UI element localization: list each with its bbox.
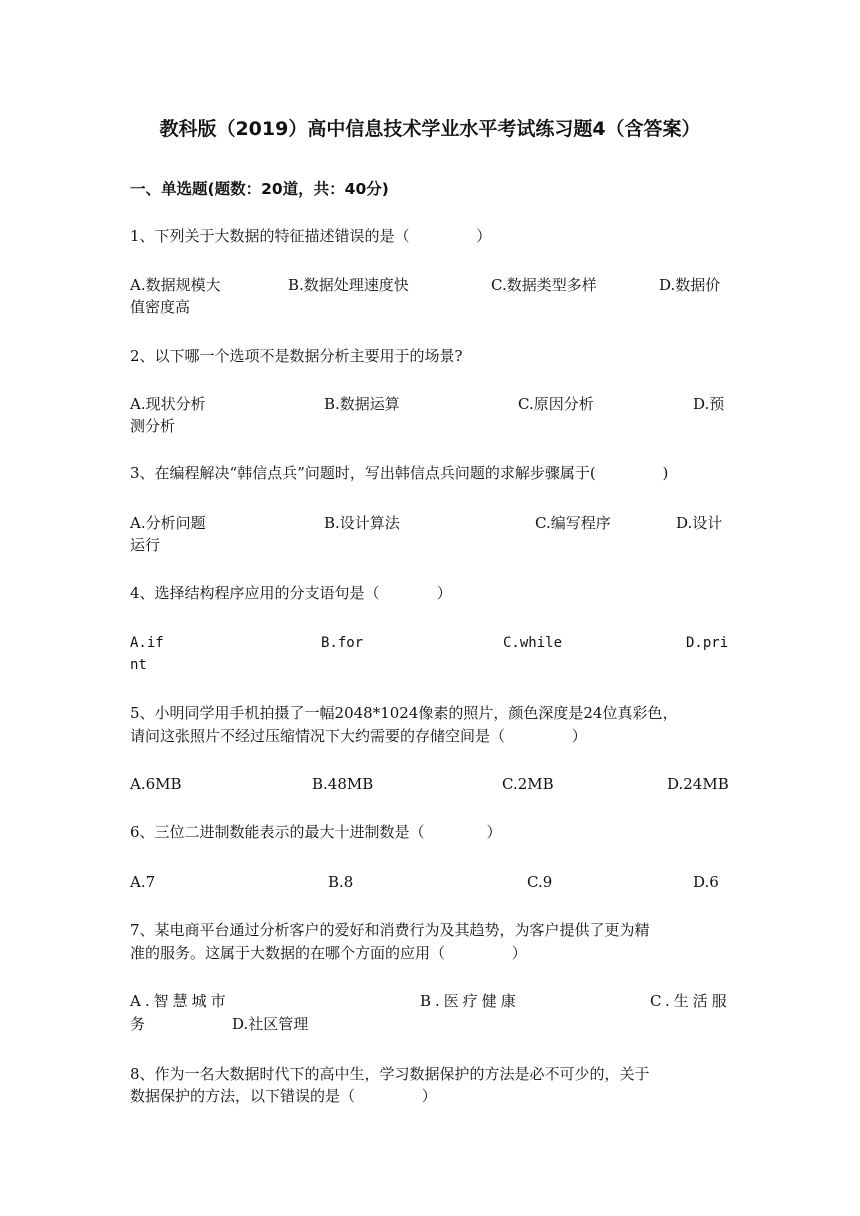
question-2-option-d-cont: 测分析 <box>130 417 176 435</box>
question-6-stem: 6、三位二进制数能表示的最大十进制数是（ ） <box>130 823 502 841</box>
question-6-option-a: A.7 <box>130 873 156 891</box>
question-4-option-d-cont: nt <box>130 657 147 673</box>
question-3-option-c: C.编写程序 <box>535 514 611 532</box>
section-heading: 一、单选题(题数：20道，共：40分) <box>130 180 389 198</box>
question-7-option-c: C.生活服 <box>650 992 731 1010</box>
question-5-option-a: A.6MB <box>130 775 182 793</box>
question-3-option-b: B.设计算法 <box>324 514 400 532</box>
question-6-option-c: C.9 <box>527 873 553 891</box>
question-2-option-b: B.数据运算 <box>324 395 400 413</box>
question-4-option-a: A.if <box>130 635 164 651</box>
question-7-stem-line-1: 7、某电商平台通过分析客户的爱好和消费行为及其趋势，为客户提供了更为精 <box>130 921 650 939</box>
question-7-option-b: B.医疗健康 <box>420 992 520 1010</box>
question-1-option-a: A.数据规模大 <box>130 276 221 294</box>
question-2-option-c: C.原因分析 <box>518 395 594 413</box>
question-4-option-c: C.while <box>503 635 563 651</box>
question-1-option-c: C.数据类型多样 <box>491 276 597 294</box>
question-2-option-a: A.现状分析 <box>130 395 206 413</box>
question-3-option-a: A.分析问题 <box>130 514 206 532</box>
document-title: 教科版（2019）高中信息技术学业水平考试练习题4（含答案） <box>159 118 701 140</box>
question-3-option-d-cont: 运行 <box>130 536 161 554</box>
question-2-stem: 2、以下哪一个选项不是数据分析主要用于的场景? <box>130 347 463 365</box>
question-5-option-d: D.24MB <box>667 775 729 793</box>
question-4-stem: 4、选择结构程序应用的分支语句是（ ） <box>130 584 452 602</box>
question-4-option-b: B.for <box>321 635 364 651</box>
question-3-option-d: D.设计 <box>676 514 723 532</box>
question-6-option-d: D.6 <box>693 873 719 891</box>
question-8-stem-line-2: 数据保护的方法，以下错误的是（ ） <box>130 1087 437 1105</box>
question-7-option-c-cont: 务 <box>130 1015 146 1033</box>
question-2-option-d: D.预 <box>693 395 725 413</box>
question-7-option-d: D.社区管理 <box>232 1015 309 1033</box>
question-5-stem-line-2: 请问这张照片不经过压缩情况下大约需要的存储空间是（ ） <box>130 727 587 745</box>
question-5-option-b: B.48MB <box>312 775 374 793</box>
question-3-stem: 3、在编程解决“韩信点兵”问题时，写出韩信点兵问题的求解步骤属于( ) <box>130 464 669 482</box>
question-5-option-c: C.2MB <box>502 775 554 793</box>
question-7-stem-line-2: 准的服务。这属于大数据的在哪个方面的应用（ ） <box>130 944 527 962</box>
question-8-stem-line-1: 8、作为一名大数据时代下的高中生，学习数据保护的方法是必不可少的，关于 <box>130 1065 650 1083</box>
question-1-option-d: D.数据价 <box>659 276 721 294</box>
question-5-stem-line-1: 5、小明同学用手机拍摄了一幅2048*1024像素的照片，颜色深度是24位真彩色， <box>130 704 678 722</box>
question-1-stem: 1、下列关于大数据的特征描述错误的是（ ） <box>130 227 492 245</box>
question-7-option-a: A.智慧城市 <box>130 992 230 1010</box>
question-1-option-d-cont: 值密度高 <box>130 298 191 316</box>
question-1-option-b: B.数据处理速度快 <box>288 276 409 294</box>
question-4-option-d: D.pri <box>686 635 729 651</box>
question-6-option-b: B.8 <box>328 873 354 891</box>
